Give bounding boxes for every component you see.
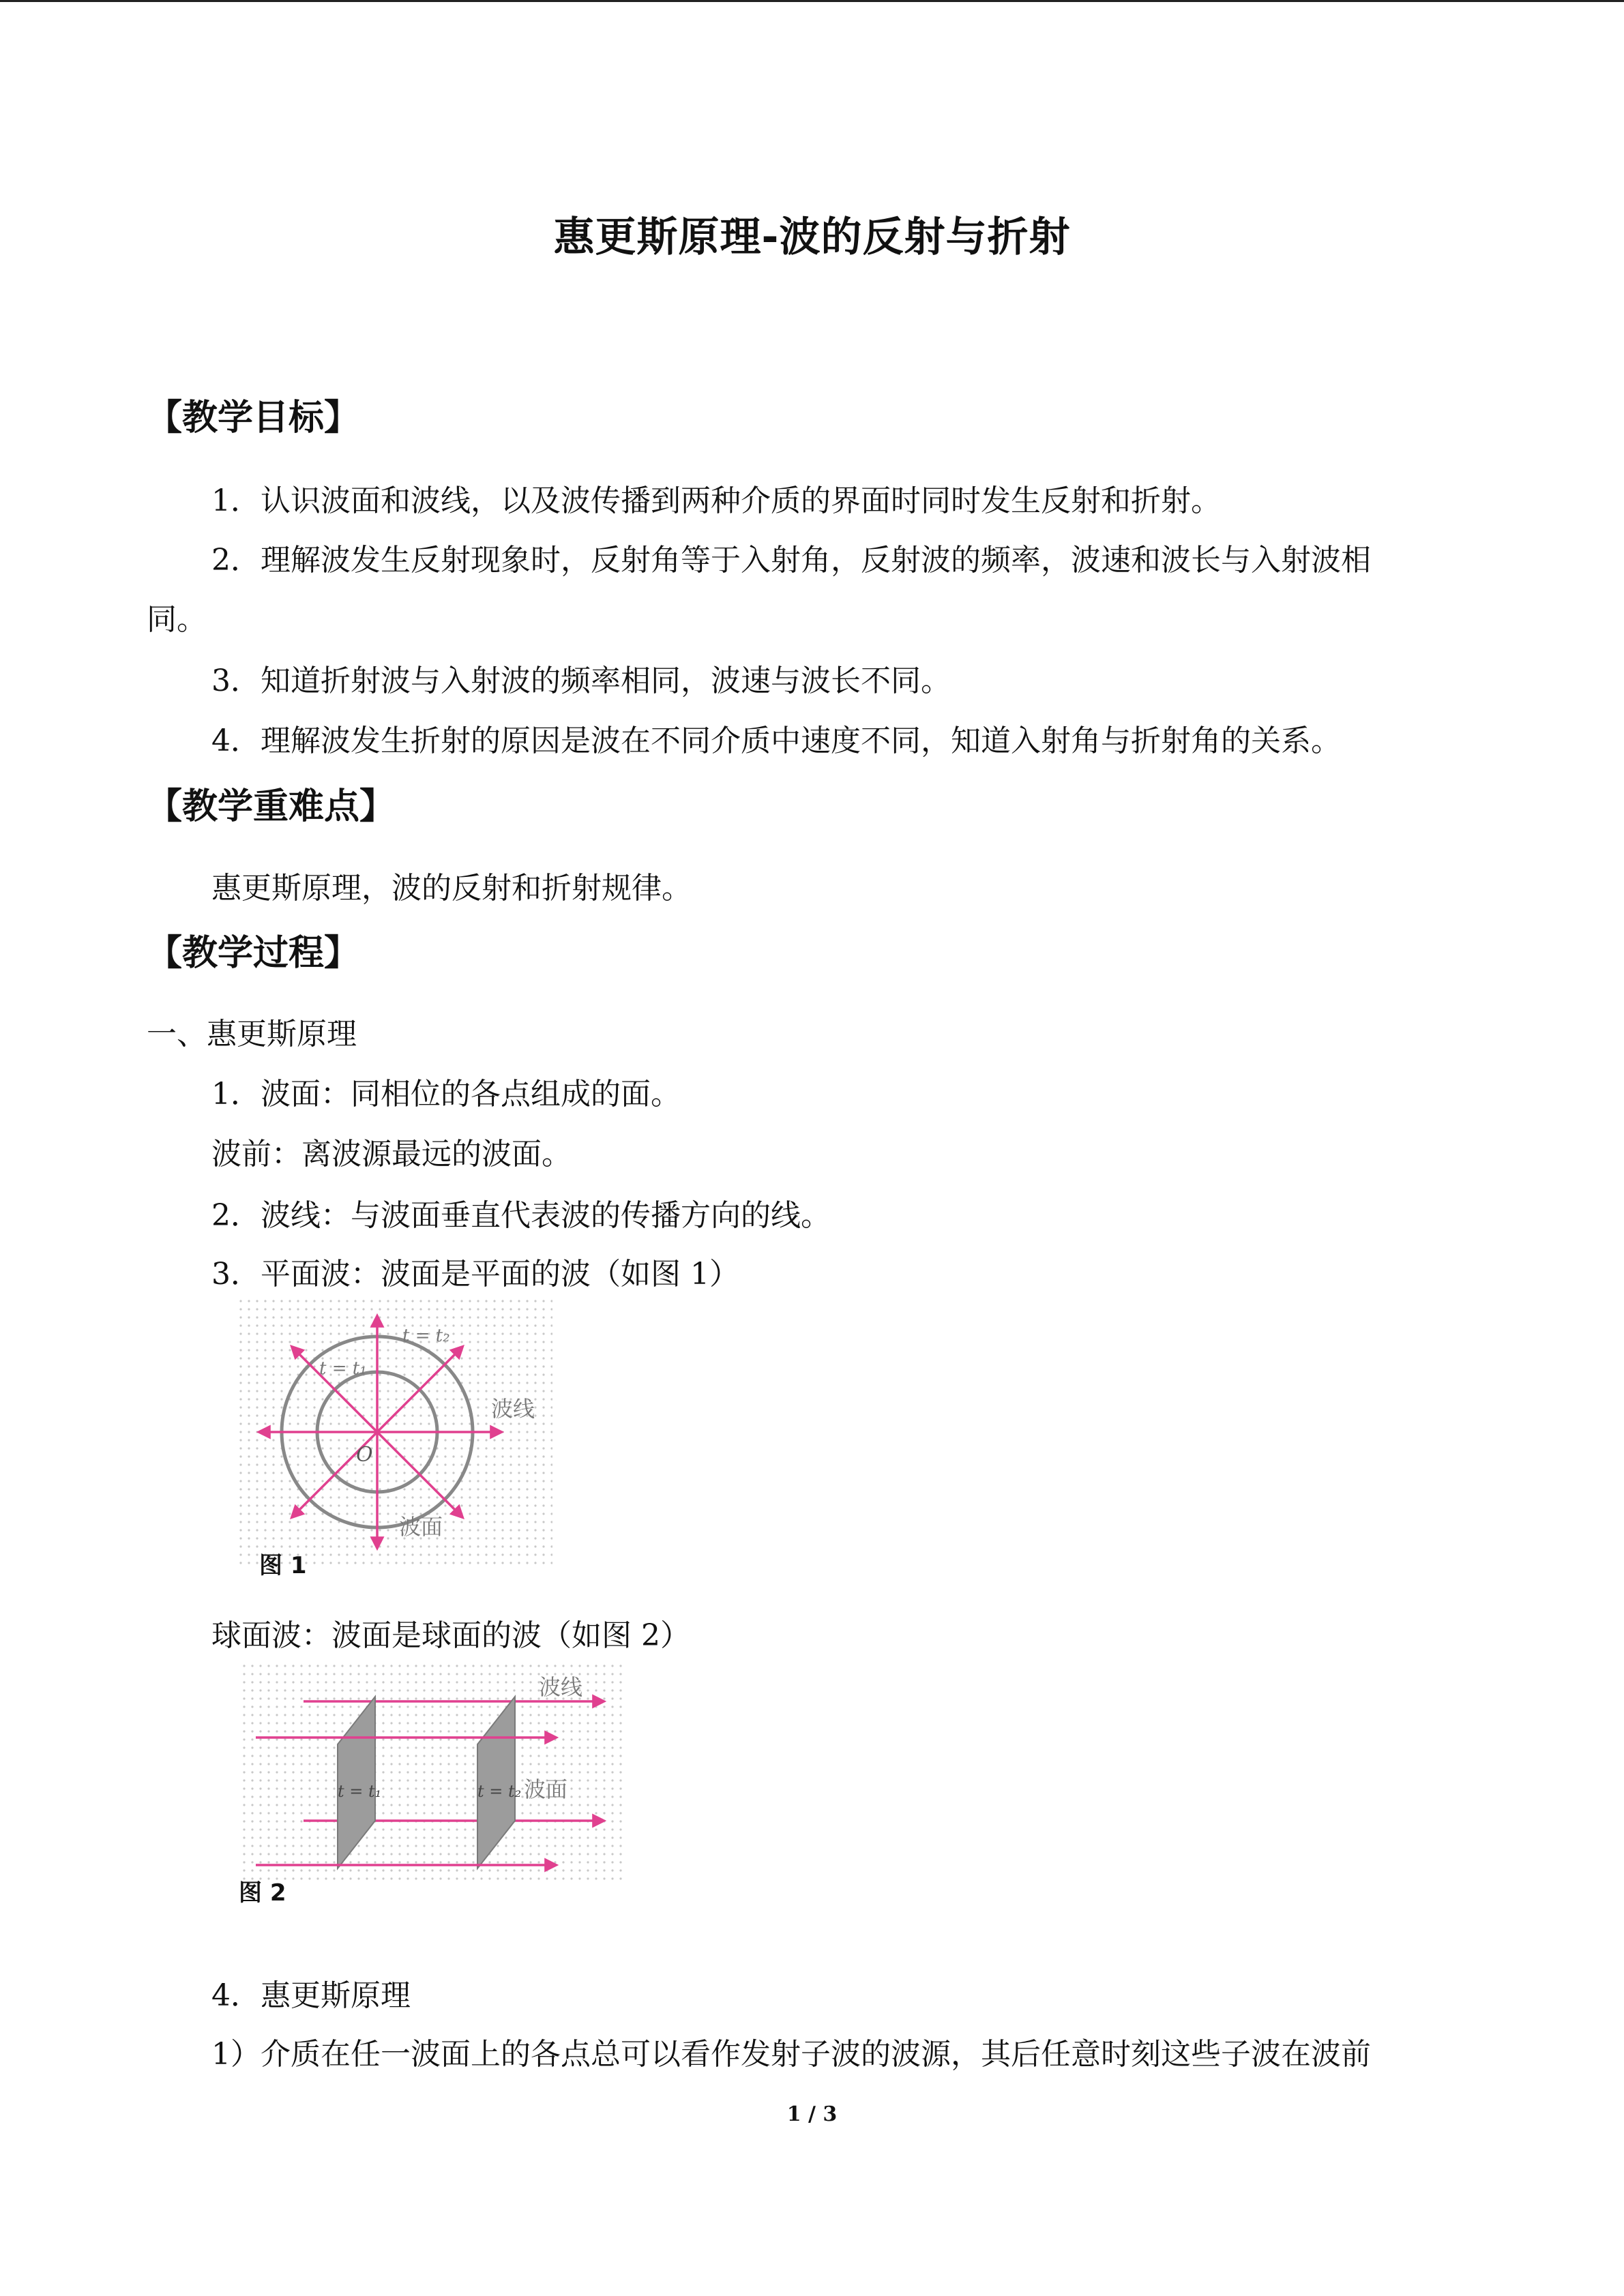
objective-item-4: 4．理解波发生折射的原因是波在不同介质中速度不同，知道入射角与折射角的关系。 — [211, 724, 1341, 758]
label-wave-face: 波面 — [399, 1514, 443, 1540]
label-t2: t = t₂ — [402, 1326, 450, 1346]
objective-item-1: 1．认识波面和波线，以及波传播到两种介质的界面时同时发生反射和折射。 — [211, 483, 1221, 518]
label-wave-line: 波线 — [539, 1674, 583, 1700]
process-line-plane-wave: 3．平面波：波面是平面的波（如图 1） — [211, 1257, 739, 1292]
figure-2-diagram — [242, 1664, 628, 1885]
figure-2-caption: 图 2 — [239, 1879, 286, 1907]
keypoints-heading: 【教学重难点】 — [147, 786, 396, 827]
figure-1-caption: 图 1 — [259, 1552, 307, 1579]
objective-item-2-cont: 同。 — [147, 602, 207, 637]
label-wave-line: 波线 — [491, 1396, 535, 1422]
keypoints-text: 惠更斯原理，波的反射和折射规律。 — [211, 871, 692, 906]
label-wave-face: 波面 — [524, 1776, 568, 1802]
process-line-wave-line: 2．波线：与波面垂直代表波的传播方向的线。 — [211, 1198, 831, 1233]
label-t1: t = t₁ — [338, 1782, 382, 1801]
process-line-huygens-1: 1）介质在任一波面上的各点总可以看作发射子波的波源，其后任意时刻这些子波在波前 — [211, 2037, 1371, 2072]
process-line-spherical-wave: 球面波：波面是球面的波（如图 2） — [211, 1618, 690, 1653]
page-top-border — [0, 0, 1624, 2]
objective-item-3: 3．知道折射波与入射波的频率相同，波速与波长不同。 — [211, 664, 951, 698]
process-heading: 【教学过程】 — [147, 933, 360, 974]
page-number: 1 / 3 — [786, 2102, 838, 2126]
figure-1-diagram — [239, 1299, 552, 1568]
process-line-wave-front: 波前：离波源最远的波面。 — [211, 1137, 572, 1172]
process-section-1: 一、惠更斯原理 — [147, 1017, 357, 1052]
objectives-heading: 【教学目标】 — [147, 398, 360, 438]
page-title: 惠更斯原理-波的反射与折射 — [553, 213, 1071, 261]
process-line-huygens: 4．惠更斯原理 — [211, 1978, 411, 2013]
objective-item-2: 2．理解波发生反射现象时，反射角等于入射角，反射波的频率，波速和波长与入射波相 — [211, 543, 1371, 578]
process-line-wave-face: 1．波面：同相位的各点组成的面。 — [211, 1077, 681, 1112]
label-origin: O — [356, 1443, 373, 1467]
label-t2: t = t₂ — [477, 1782, 522, 1801]
label-t1: t = t₁ — [319, 1358, 367, 1379]
